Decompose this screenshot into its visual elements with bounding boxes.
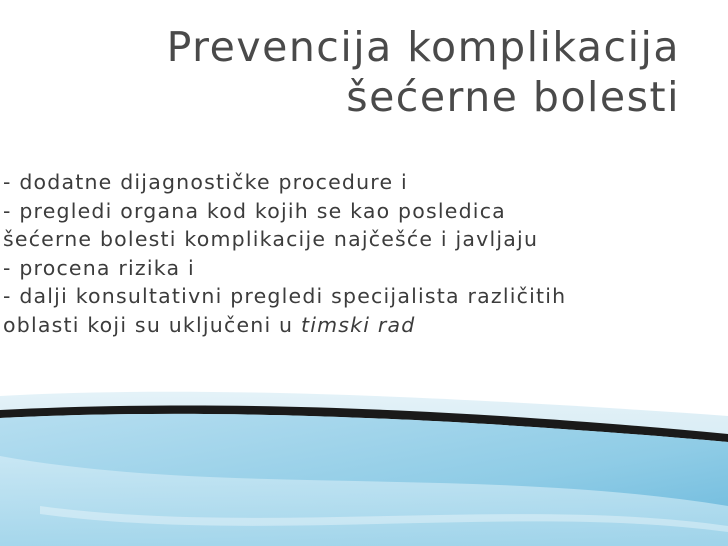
- body-line-6-text: oblasti koji su uključeni u: [3, 312, 301, 337]
- body-line-1: - dodatne dijagnostičke procedure i: [3, 170, 408, 194]
- slide-title-line-2: šećerne bolesti: [346, 73, 680, 121]
- body-line-2: - pregledi organa kod kojih se kao posledica: [3, 198, 506, 223]
- body-line-3: šećerne bolesti komplikacije najčešće i javljaju: [3, 227, 539, 251]
- body-line-5: - dalji konsultativni pregledi specijalista različitih: [3, 284, 567, 308]
- slide-body: [3, 168, 723, 339]
- decorative-wave-background: [0, 386, 728, 546]
- body-line-4: - procena rizika i: [3, 255, 195, 280]
- slide-title: [40, 22, 680, 122]
- body-line-6: [3, 311, 723, 340]
- body-line-6-italic: timski rad: [300, 312, 416, 337]
- slide-title-line-1: Prevencija komplikacija: [166, 23, 680, 71]
